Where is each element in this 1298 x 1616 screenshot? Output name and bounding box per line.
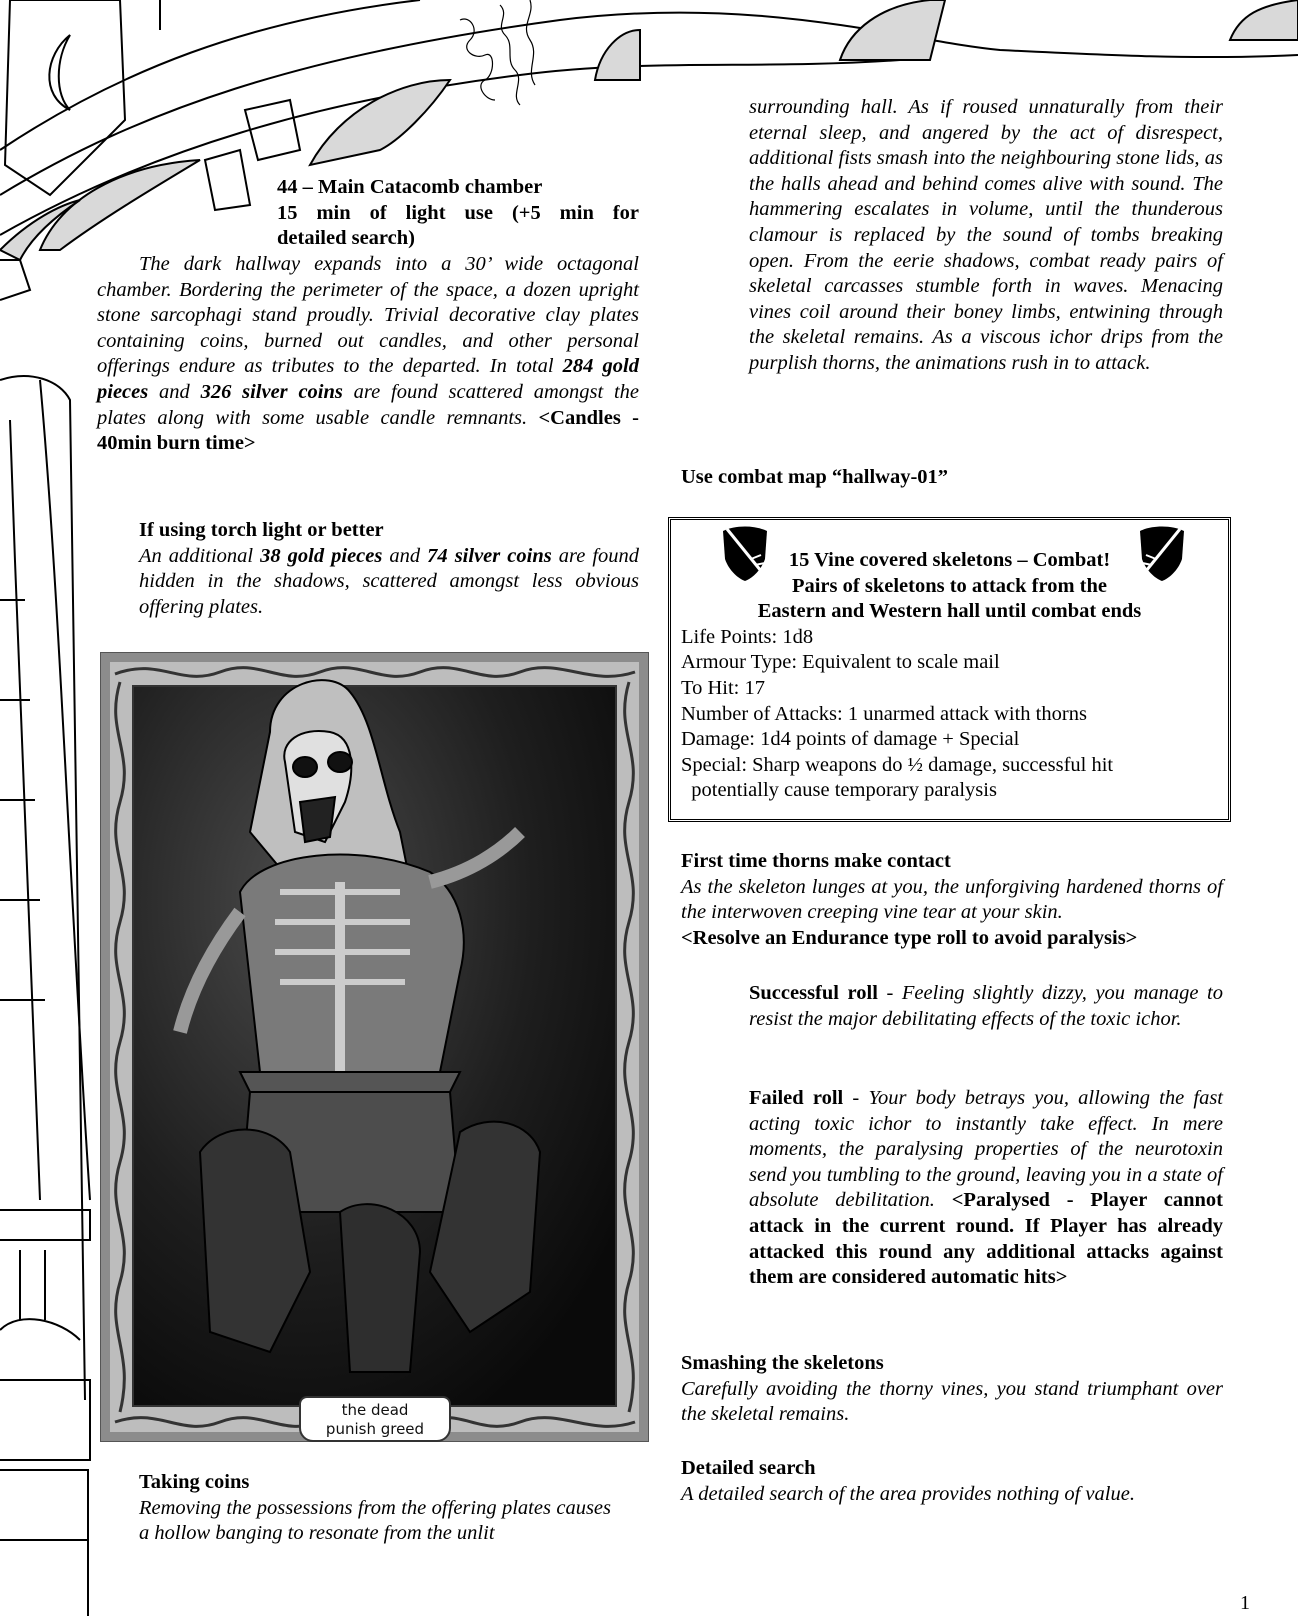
stat-to-hit: To Hit: 17 — [681, 676, 765, 699]
stat-life-points: Life Points: 1d8 — [681, 625, 814, 648]
torch-and: and — [382, 544, 428, 567]
detailed-search-section — [681, 1456, 1223, 1507]
description-part2: are found scattered amongst the plates along with some usable candle remnants. — [97, 380, 640, 429]
taking-coins-text: Removing the possessions from the offering plates causes a hollow banging to resonate from the unlit — [139, 1496, 611, 1545]
caption-line2: punish greed — [325, 1420, 425, 1438]
caption-line1: the dead — [341, 1401, 409, 1419]
room-heading — [277, 175, 639, 252]
combat-title-line1: 15 Vine covered skeletons – Combat! — [788, 549, 1111, 571]
torch-heading: If using torch light or better — [139, 519, 384, 541]
combat-title-line3: Eastern and Western hall until combat ends — [757, 600, 1142, 623]
light-use-line2: detailed search) — [277, 227, 415, 250]
shield-sword-icon-right — [1138, 525, 1186, 581]
stat-special: Special: Sharp weapons do ½ damage, successful hit — [681, 753, 1114, 776]
torch-gold: 38 gold pieces — [260, 544, 383, 567]
description-part1: The dark hallway expands into a 30’ wide octagonal chamber. Bordering the perimeter of the space, a dozen upright stone sarcophagi stand proudly. Trivial decorative clay plates containing coins, burned out candles, and other personal offerings endure as tributes to the departed. In total — [97, 253, 639, 378]
stat-special-cont: potentially cause temporary paralysis — [681, 779, 997, 802]
stat-attacks: Number of Attacks: 1 unarmed attack with thorns — [681, 702, 1087, 725]
failed-roll-text: Your body betrays you, allowing the fast acting toxic ichor to instantly take effect. In mere moments, the paralysing properties of the neurotoxin send you tumbling to the ground, leaving you in a state of absolute debilitation. — [749, 1087, 1223, 1212]
failed-roll-label: Failed roll — [749, 1087, 844, 1109]
shield-sword-icon-left — [721, 525, 769, 581]
continued-paragraph: surrounding hall. As if roused unnaturally from their eternal sleep, and angered by the act of disrespect, additional fists smash into the neighbouring stone lids, as the halls ahead and behind comes alive with sound. The hammering escalates in volume, until the thunderous clamour is replaced by the sound of tombs breaking open. From the eerie shadows, combat ready pairs of skeletal carcasses stumble forth in waves. Menacing vines coil around their boney limbs, entwining through the skeletal remains. As a viscous ichor drips from the purplish thorns, the animations rush in to attack. — [749, 96, 1223, 374]
and-word: and — [148, 380, 201, 403]
torch-section — [139, 518, 639, 620]
smashing-section — [681, 1351, 1223, 1428]
detailed-search-heading: Detailed search — [681, 1457, 816, 1479]
thorns-text: As the skeleton lunges at you, the unforgiving hardened thorns of the interwoven creeping vine tear at your skin. — [681, 875, 1223, 924]
light-use-line1: 15 min of light use (+5 min for — [277, 201, 639, 224]
thorns-roll-note: <Resolve an Endurance type roll to avoid paralysis> — [681, 926, 1138, 949]
room-title: 44 – Main Catacomb chamber — [277, 176, 543, 198]
gold-amount: 284 gold pieces — [97, 355, 639, 403]
torch-text-part1: An additional — [139, 544, 261, 567]
combat-box — [668, 517, 1231, 822]
successful-roll-text: Feeling slightly dizzy, you manage to resist the major debilitating effects of the toxic ichor. — [749, 982, 1223, 1030]
room-description — [97, 252, 639, 457]
thorns-heading: First time thorns make contact — [681, 850, 951, 872]
failed-roll-dash: - — [843, 1087, 869, 1109]
smashing-text: Carefully avoiding the thorny vines, you stand triumphant over the skeletal remains. — [681, 1377, 1223, 1426]
combat-title-line2: Pairs of skeletons to attack from the — [791, 574, 1108, 597]
smashing-heading: Smashing the skeletons — [681, 1352, 884, 1374]
combat-map-note — [681, 465, 1181, 491]
page-number: 1 — [1240, 1592, 1250, 1614]
thorns-section — [681, 849, 1223, 951]
failed-roll-effect: <Paralysed - Player cannot attack in the current round. If Player has already attacked this round any additional attacks against them are considered automatic hits> — [749, 1189, 1223, 1289]
taking-coins-section — [139, 1470, 611, 1547]
candles-note: <Candles - 40min burn time> — [97, 406, 640, 455]
silver-amount: 326 silver coins — [200, 380, 343, 403]
combat-map: Use combat map “hallway-01” — [681, 466, 949, 488]
successful-roll-label: Successful roll — [749, 982, 878, 1004]
detailed-search-text: A detailed search of the area provides nothing of value. — [681, 1482, 1135, 1505]
taking-coins-heading: Taking coins — [139, 1471, 250, 1493]
torch-text-part2: are found hidden in the shadows, scattered amongst less obvious offering plates. — [139, 544, 640, 618]
torch-silver: 74 silver coins — [427, 544, 552, 567]
stat-armour-type: Armour Type: Equivalent to scale mail — [681, 651, 1000, 674]
continued-text — [749, 95, 1223, 377]
successful-roll-section — [749, 981, 1223, 1032]
illustration-caption — [299, 1396, 451, 1442]
stat-damage: Damage: 1d4 points of damage + Special — [681, 728, 1020, 751]
failed-roll-section — [749, 1086, 1223, 1291]
skeleton-illustration — [100, 652, 649, 1442]
successful-roll-dash: - — [877, 982, 902, 1004]
